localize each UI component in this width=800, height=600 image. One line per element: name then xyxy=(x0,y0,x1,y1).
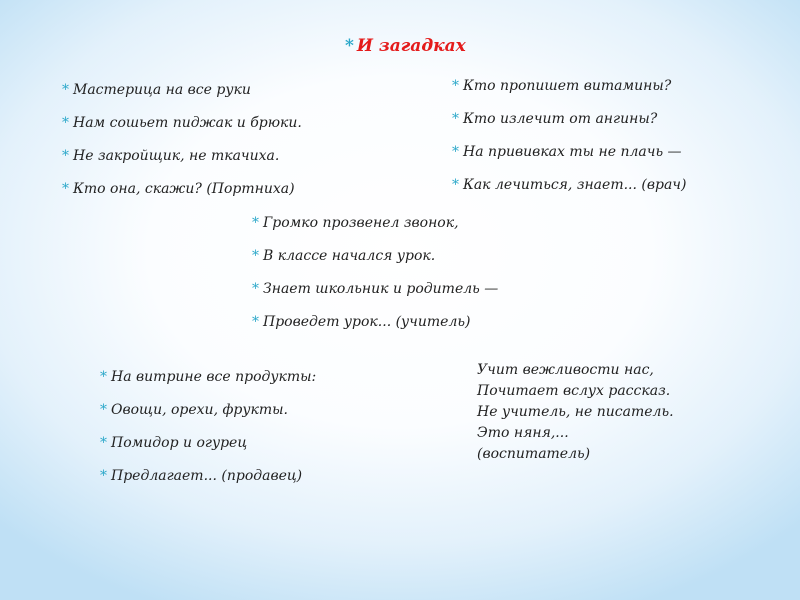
riddle-educator xyxy=(477,360,674,465)
riddle-line: * Громко прозвенел звонок, xyxy=(252,215,459,231)
slide-title-text: И загадках xyxy=(356,36,466,56)
riddle-line: * Помидор и огурец xyxy=(100,435,248,451)
bullet-icon: * xyxy=(452,78,459,94)
bullet-icon: * xyxy=(62,148,69,164)
riddle-line: * В классе начался урок. xyxy=(252,248,436,264)
bullet-icon: * xyxy=(100,468,107,484)
riddle-line: * Знает школьник и родитель — xyxy=(252,281,499,297)
riddle-line: * Как лечиться, знает... (врач) xyxy=(452,177,687,193)
bullet-icon: * xyxy=(252,281,259,297)
riddle-line: (воспитатель) xyxy=(477,446,591,462)
slide-title xyxy=(345,36,466,56)
riddle-line: * Не закройщик, не ткачиха. xyxy=(62,148,280,164)
riddle-line: * Мастерица на все руки xyxy=(62,82,251,98)
riddle-seller xyxy=(100,361,316,493)
riddle-teacher xyxy=(252,207,498,339)
riddle-line: * Овощи, орехи, фрукты. xyxy=(100,402,289,418)
bullet-icon: * xyxy=(252,215,259,231)
bullet-icon: * xyxy=(100,402,107,418)
riddle-line: * Нам сошьет пиджак и брюки. xyxy=(62,115,302,131)
bullet-icon: * xyxy=(100,435,107,451)
riddle-line: Почитает вслух рассказ. xyxy=(477,383,671,399)
riddle-line: * На прививках ты не плачь — xyxy=(452,144,682,160)
riddle-line: Это няня,... xyxy=(477,425,569,441)
bullet-icon: * xyxy=(345,36,354,56)
bullet-icon: * xyxy=(452,144,459,160)
riddle-line: * Предлагает... (продавец) xyxy=(100,468,303,484)
bullet-icon: * xyxy=(100,369,107,385)
bullet-icon: * xyxy=(62,115,69,131)
riddle-line: * Проведет урок... (учитель) xyxy=(252,314,471,330)
bullet-icon: * xyxy=(452,177,459,193)
riddle-line: Не учитель, не писатель. xyxy=(477,404,674,420)
riddle-line: * Кто она, скажи? (Портниха) xyxy=(62,181,295,197)
riddle-line: * Кто излечит от ангины? xyxy=(452,111,658,127)
bullet-icon: * xyxy=(62,181,69,197)
bullet-icon: * xyxy=(252,314,259,330)
bullet-icon: * xyxy=(62,82,69,98)
riddle-line: * На витрине все продукты: xyxy=(100,369,317,385)
bullet-icon: * xyxy=(252,248,259,264)
riddle-tailor xyxy=(62,74,302,206)
bullet-icon: * xyxy=(452,111,459,127)
riddle-line: Учит вежливости нас, xyxy=(477,362,654,378)
riddle-doctor xyxy=(452,70,686,202)
riddle-line: * Кто пропишет витамины? xyxy=(452,78,672,94)
